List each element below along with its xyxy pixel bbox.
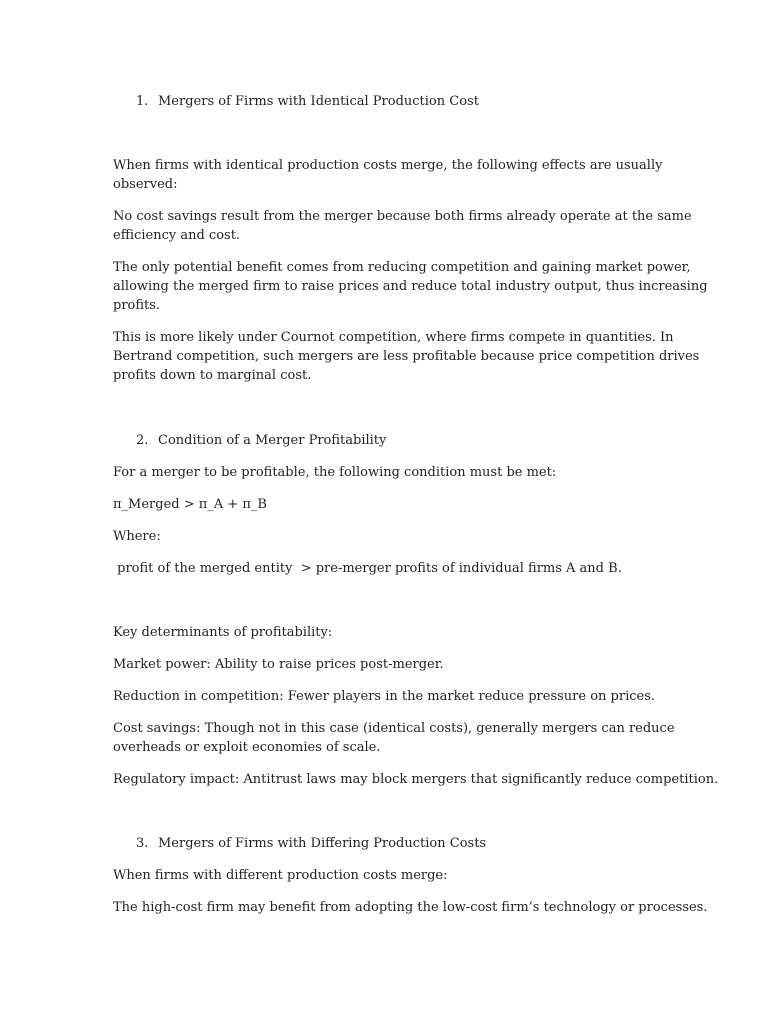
section-3-heading: Mergers of Firms with Differing Production Costs <box>158 836 487 851</box>
paragraph-line: When firms with different production costs merge: <box>113 868 448 883</box>
section-3-number: 3. <box>136 836 149 851</box>
paragraph-line: allowing the merged firm to raise prices and reduce total industry output, thus increasing <box>113 279 708 294</box>
paragraph-line: efficiency and cost. <box>113 228 241 243</box>
paragraph-line: Where: <box>113 529 161 544</box>
paragraph-line: Bertrand competition, such mergers are less profitable because price competition drives <box>113 349 700 364</box>
paragraph-line: Key determinants of profitability: <box>113 625 333 640</box>
section-1-heading: Mergers of Firms with Identical Production Cost <box>158 94 479 109</box>
paragraph-line: The only potential benefit comes from reducing competition and gaining market power, <box>113 260 691 275</box>
formula-line: π_Merged > π_A + π_B <box>113 497 267 512</box>
paragraph-line: No cost savings result from the merger because both firms already operate at the same <box>113 209 692 224</box>
paragraph-line: When firms with identical production costs merge, the following effects are usually <box>113 158 663 173</box>
section-2-number: 2. <box>136 433 149 448</box>
paragraph-line: Market power: Ability to raise prices post-merger. <box>113 657 444 672</box>
paragraph-line: profits. <box>113 298 161 313</box>
paragraph-line: The high-cost firm may benefit from adopting the low-cost firm’s technology or processes. <box>113 900 708 915</box>
paragraph-line: Reduction in competition: Fewer players in the market reduce pressure on prices. <box>113 689 656 704</box>
paragraph-line: profits down to marginal cost. <box>113 368 312 383</box>
paragraph-line: For a merger to be profitable, the following condition must be met: <box>113 465 557 480</box>
section-1-number: 1. <box>136 94 149 109</box>
paragraph-line: Cost savings: Though not in this case (identical costs), generally mergers can reduce <box>113 721 675 736</box>
section-2-heading: Condition of a Merger Profitability <box>158 433 387 448</box>
paragraph-line: overheads or exploit economies of scale. <box>113 740 381 755</box>
paragraph-line: observed: <box>113 177 178 192</box>
paragraph-line: This is more likely under Cournot competition, where firms compete in quantities. In <box>113 330 674 345</box>
paragraph-line: profit of the merged entity > pre-merger profits of individual firms A and B. <box>113 561 622 576</box>
paragraph-line: Regulatory impact: Antitrust laws may block mergers that significantly reduce competition. <box>113 772 719 787</box>
